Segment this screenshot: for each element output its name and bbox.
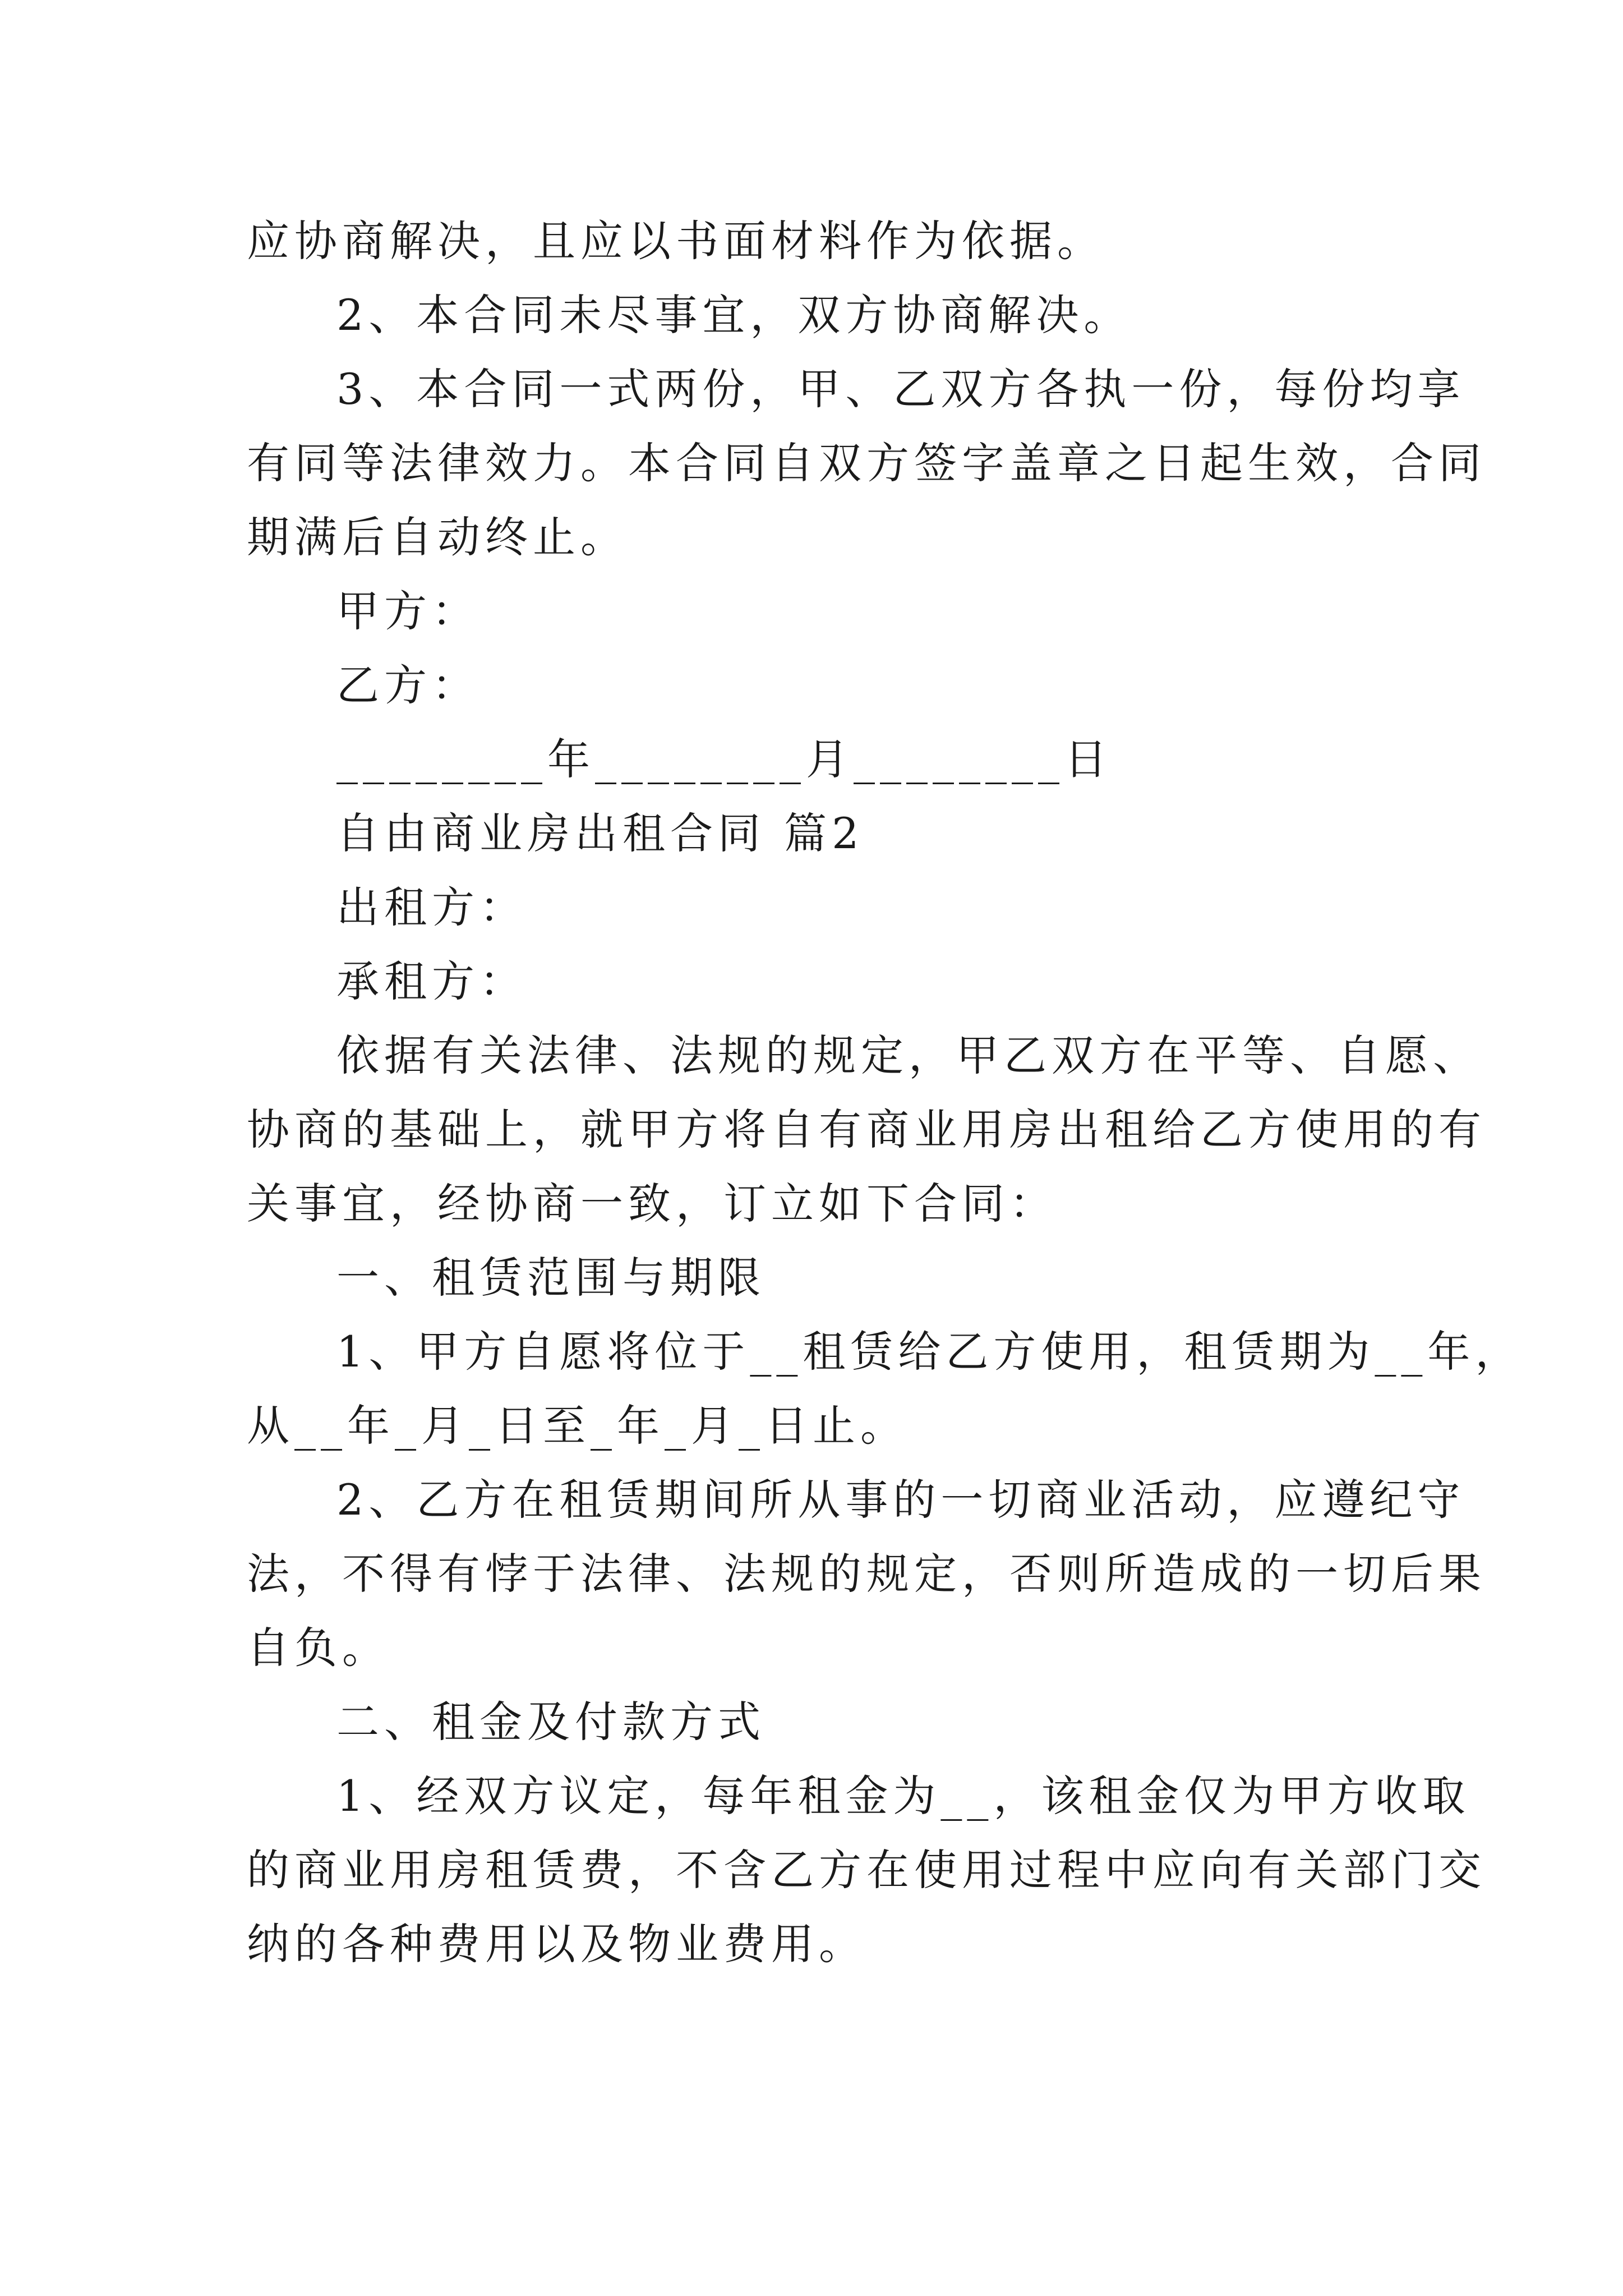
paragraph-line: 2、乙方在租赁期间所从事的一切商业活动，应遵纪守 [336,1475,1465,1525]
paragraph-line: 依据有关法律、法规的规定，甲乙双方在平等、自愿、 [336,1030,1481,1080]
signature-party-b: 乙方： [336,660,479,710]
signature-date: ________年________月________日 [336,734,1112,784]
clause-heading: 一、租赁范围与期限 [336,1253,766,1303]
section-heading: 自由商业房出租合同 篇2 [336,808,864,858]
clause-heading: 二、租金及付款方式 [336,1697,766,1747]
paragraph-line: 纳的各种费用以及物业费用。 [247,1919,866,1969]
signature-party-a: 甲方： [336,586,479,636]
lessor-label: 出租方： [336,882,527,932]
paragraph-line: 有同等法律效力。本合同自双方签字盖章之日起生效，合同 [247,438,1486,488]
paragraph-line: 法，不得有悖于法律、法规的规定，否则所造成的一切后果 [247,1549,1486,1599]
paragraph-line: 应协商解决，且应以书面材料作为依据。 [247,216,1105,266]
paragraph-line: 3、本合同一式两份，甲、乙双方各执一份，每份均享 [336,364,1465,414]
paragraph-line: 1、经双方议定，每年租金为__，该租金仅为甲方收取 [336,1771,1470,1821]
paragraph-line: 期满后自动终止。 [247,512,628,562]
paragraph-line: 1、甲方自愿将位于__租赁给乙方使用，租赁期为__年， [336,1327,1523,1377]
lessee-label: 承租方： [336,956,527,1006]
paragraph-line: 关事宜，经协商一致，订立如下合同： [247,1179,1057,1228]
paragraph-line: 从__年_月_日至_年_月_日止。 [247,1401,908,1451]
paragraph-line: 协商的基础上，就甲方将自有商业用房出租给乙方使用的有 [247,1105,1486,1154]
paragraph-line: 的商业用房租赁费，不含乙方在使用过程中应向有关部门交 [247,1845,1486,1895]
paragraph-line: 自负。 [247,1623,390,1673]
paragraph-line: 2、本合同未尽事宜，双方协商解决。 [336,290,1132,340]
